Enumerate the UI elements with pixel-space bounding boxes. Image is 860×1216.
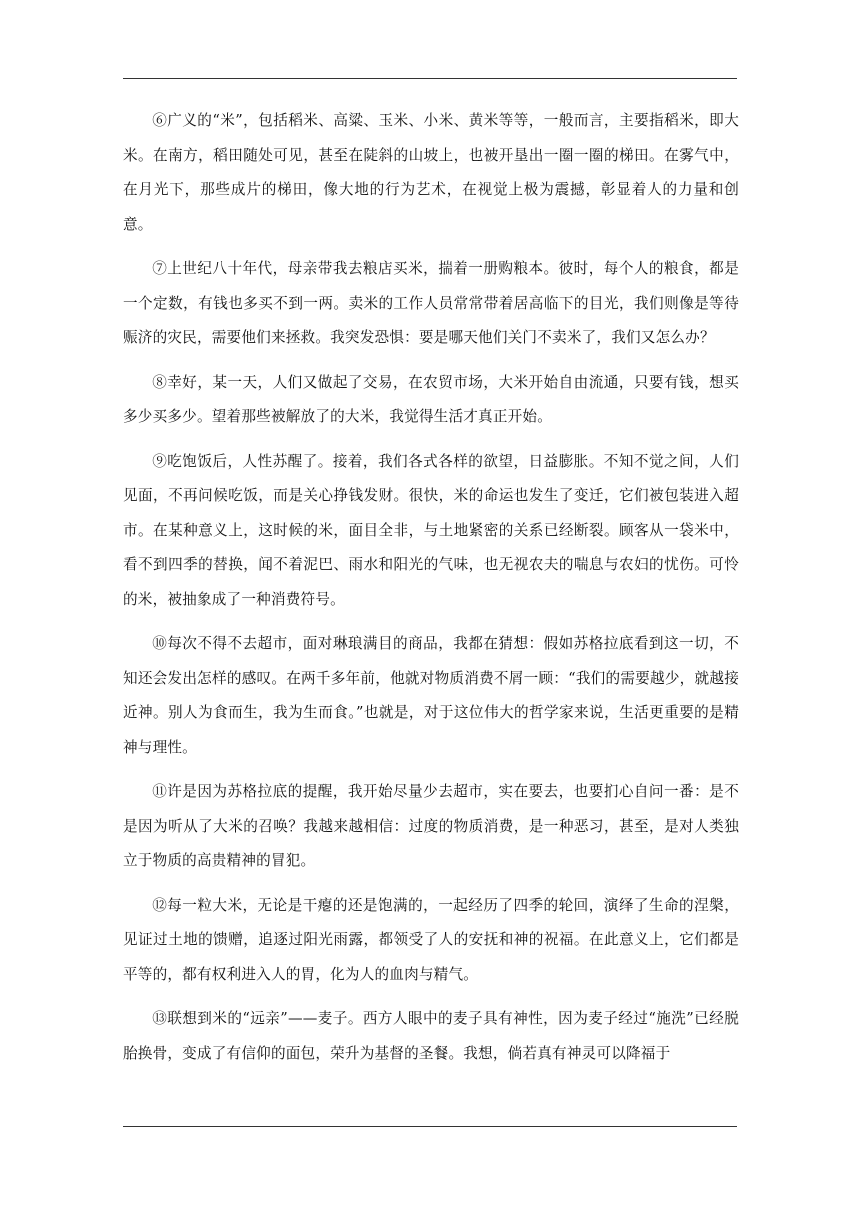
paragraph-8: ⑧幸好，某一天，人们又做起了交易，在农贸市场，大米开始自由流通，只要有钱，想买多少买多少。望着那些被解放了的大米，我觉得生活才真正开始。 <box>123 373 739 425</box>
paragraph-10: ⑩每次不得不去超市，面对琳琅满目的商品，我都在猜想：假如苏格拉底看到这一切，不知还会发出怎样的感叹。在两千多年前，他就对物质消费不屑一顾：“我们的需要越少，就越接近神。别人为食而生，我为生而食。”也就是，对于这位伟大的哲学家来说，生活更重要的是精神与理性。 <box>123 635 739 756</box>
paragraph-6: ⑥广义的“米”，包括稻米、高粱、玉米、小米、黄米等等，一般而言，主要指稻米，即大米。在南方，稻田随处可见，甚至在陡斜的山坡上，也被开垦出一圈一圈的梯田。在雾气中，在月光下，那些成片的梯田，像大地的行为艺术，在视觉上极为震撼，彰显着人的力量和创意。 <box>123 112 739 233</box>
header-rule <box>123 78 737 79</box>
paragraph-9: ⑨吃饱饭后，人性苏醒了。接着，我们各式各样的欲望，日益膨胀。不知不觉之间，人们见面，不再问候吃饭，而是关心挣钱发财。很快，米的命运也发生了变迁，它们被包装进入超市。在某种意义上，这时候的米，面目全非，与土地紧密的关系已经断裂。顾客从一袋米中，看不到四季的替换，闻不着泥巴、雨水和阳光的气味，也无视农夫的喘息与农妇的忧伤。可怜的米，被抽象成了一种消费符号。 <box>123 452 739 608</box>
paragraph-12: ⑫每一粒大米，无论是干瘪的还是饱满的，一起经历了四季的轮回，演绎了生命的涅槃，见证过土地的馈赠，追逐过阳光雨露，都领受了人的安抚和神的祝福。在此意义上，它们都是平等的，都有权利进入人的胃，化为人的血肉与精气。 <box>123 896 739 983</box>
paragraph-7: ⑦上世纪八十年代，母亲带我去粮店买米，揣着一册购粮本。彼时，每个人的粮食，都是一个定数，有钱也多买不到一两。卖米的工作人员常常带着居高临下的目光，我们则像是等待赈济的灾民，需要他们来拯救。我突发恐惧：要是哪天他们关门不卖米了，我们又怎么办？ <box>123 260 739 346</box>
footer-rule <box>123 1126 737 1127</box>
paragraph-13: ⑬联想到米的“远亲”——麦子。西方人眼中的麦子具有神性，因为麦子经过“施洗”已经脱胎换骨，变成了有信仰的面包，荣升为基督的圣餐。我想，倘若真有神灵可以降福于 <box>123 1010 739 1062</box>
paragraph-11: ⑪许是因为苏格拉底的提醒，我开始尽量少去超市，实在要去，也要扪心自问一番：是不是因为听从了大米的召唤？我越来越相信：过度的物质消费，是一种恶习，甚至，是对人类独立于物质的高贵精神的冒犯。 <box>123 783 739 869</box>
article-body <box>123 104 739 1081</box>
